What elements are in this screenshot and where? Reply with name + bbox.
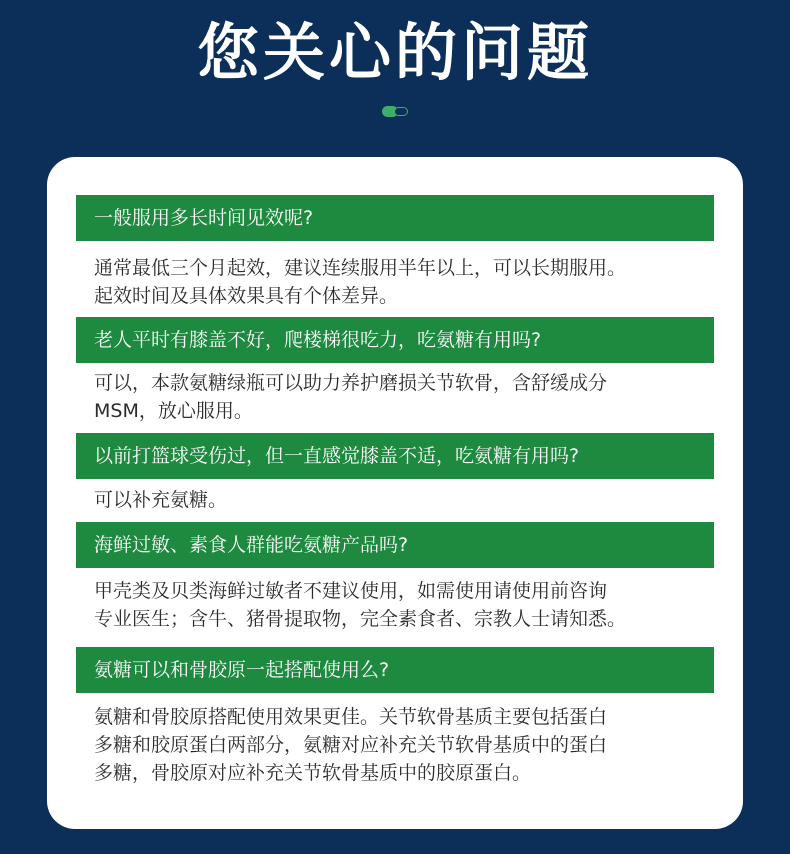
slide-indicator-icon [382,106,408,117]
faq-question-4: 海鲜过敏、素食人群能吃氨糖产品吗? [76,522,714,568]
faq-question-2: 老人平时有膝盖不好，爬楼梯很吃力，吃氨糖有用吗? [76,317,714,363]
faq-answer-line: 多糖和胶原蛋白两部分，氨糖对应补充关节软骨基质中的蛋白 [94,734,608,756]
page-title: 您关心的问题 [196,16,593,89]
faq-card [47,157,743,829]
faq-answer-4 [94,577,714,633]
faq-answer-line: 可以，本款氨糖绿瓶可以助力养护磨损关节软骨，含舒缓成分 [94,372,608,394]
faq-answer-line: 可以补充氨糖。 [94,489,228,511]
faq-answer-line: MSM，放心服用。 [94,400,253,422]
faq-answer-5 [94,703,714,787]
faq-answer-line: 甲壳类及贝类海鲜过敏者不建议使用，如需使用请使用前咨询 [94,580,608,602]
faq-question-5: 氨糖可以和骨胶原一起搭配使用么? [76,647,714,693]
faq-answer-line: 通常最低三个月起效，建议连续服用半年以上，可以长期服用。 [94,257,627,279]
faq-answer-line: 多糖，骨胶原对应补充关节软骨基质中的胶原蛋白。 [94,762,532,784]
faq-answer-line: 氨糖和骨胶原搭配使用效果更佳。关节软骨基质主要包括蛋白 [94,706,608,728]
faq-answer-line: 起效时间及具体效果具有个体差异。 [94,285,399,307]
faq-answer-1 [94,254,714,310]
faq-answer-3 [94,486,714,514]
faq-answer-2 [94,369,714,425]
faq-answer-line: 专业医生；含牛、猪骨提取物，完全素食者、宗教人士请知悉。 [94,608,627,630]
faq-question-3: 以前打篮球受伤过，但一直感觉膝盖不适，吃氨糖有用吗? [76,433,714,479]
faq-question-1: 一般服用多长时间见效呢? [76,195,714,241]
